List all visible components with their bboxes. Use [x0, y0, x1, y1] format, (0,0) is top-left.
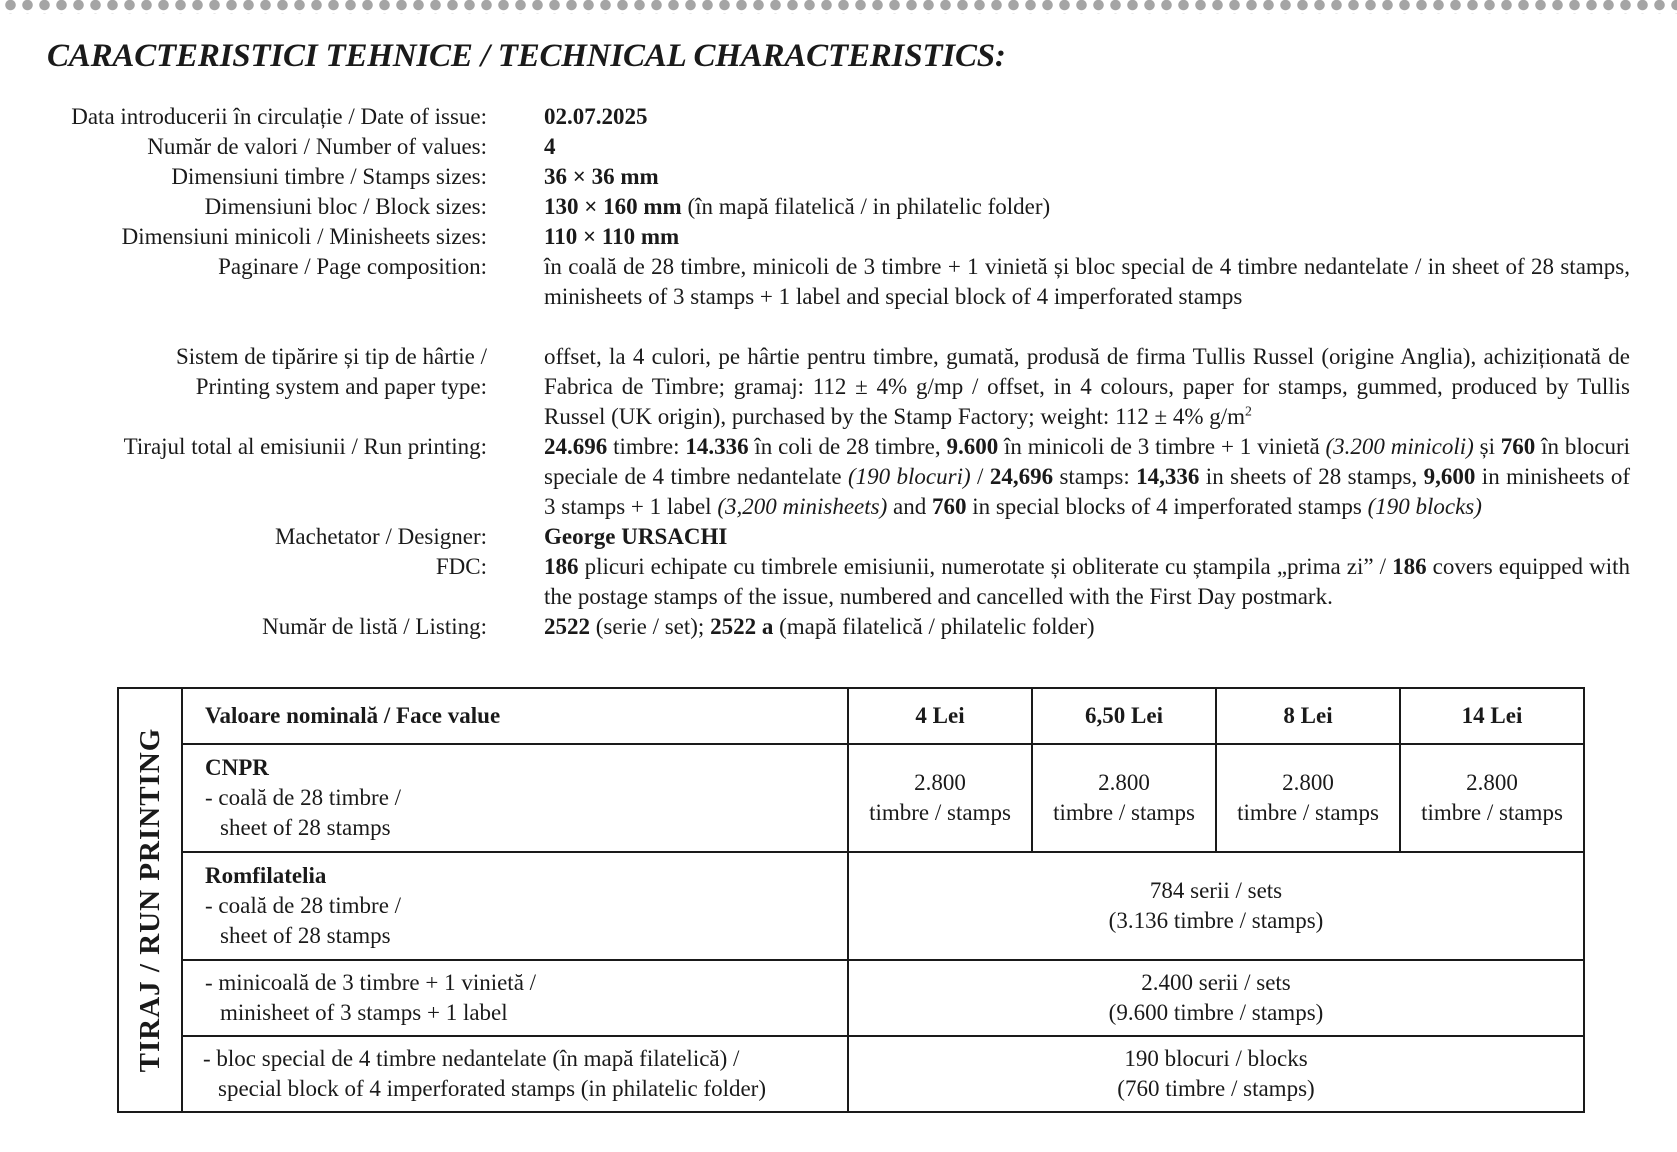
run-note: (3,200 minisheets) — [717, 494, 888, 519]
spec-value: George URSACHI — [544, 524, 728, 549]
listing-set: 2522 — [544, 614, 590, 639]
cell-number: 2.800 — [1466, 770, 1518, 795]
spec-value — [544, 432, 1630, 522]
cell-unit: timbre / stamps — [869, 800, 1011, 825]
value-cell — [1032, 744, 1216, 852]
spec-label: Dimensiuni minicoli / Minisheets sizes: — [121, 224, 487, 249]
spec-label — [0, 342, 487, 432]
side-title-cell — [118, 688, 182, 1112]
run-text: in minisheets of 3 stamps + 1 label — [544, 464, 1631, 519]
spec-value — [544, 612, 1630, 642]
table-row-cnpr — [118, 744, 1584, 852]
row-line: sheet of 28 stamps — [220, 815, 391, 840]
cell-number: 2.800 — [914, 770, 966, 795]
cell-line: 190 blocuri / blocks — [1124, 1046, 1308, 1071]
spec-row-page — [0, 252, 1677, 312]
spec-value: 36 × 36 mm — [544, 164, 659, 189]
run-blocks-ro: 760 — [1500, 434, 1536, 459]
header-face-value: Valoare nominală / Face value — [182, 688, 848, 744]
superscript: 2 — [1245, 403, 1252, 419]
spec-value — [544, 552, 1630, 612]
run-note: (3.200 minicoli) — [1325, 434, 1474, 459]
row-description — [182, 1036, 848, 1112]
row-line: - coală de 28 timbre / — [205, 785, 402, 810]
run-blocks-en: 760 — [931, 494, 967, 519]
table-row-block — [118, 1036, 1584, 1112]
run-note: (190 blocks) — [1367, 494, 1482, 519]
spec-row-printing — [0, 342, 1677, 432]
cell-number: 2.800 — [1098, 770, 1150, 795]
run-text: și — [1473, 434, 1501, 459]
header-value-4: 14 Lei — [1400, 688, 1584, 744]
cell-line: (9.600 timbre / stamps) — [1108, 1000, 1324, 1025]
row-title: Romfilatelia — [205, 863, 327, 888]
listing-text: (mapă filatelică / philatelic folder) — [773, 614, 1095, 639]
run-total-ro: 24.696 — [544, 434, 608, 459]
cell-line: (3.136 timbre / stamps) — [1108, 908, 1324, 933]
page-title: CARACTERISTICI TEHNICE / TECHNICAL CHARACTERISTICS: — [47, 38, 1006, 74]
header-value-1: 4 Lei — [848, 688, 1032, 744]
run-text: in special blocks of 4 imperforated stamps — [966, 494, 1368, 519]
value-cell — [848, 744, 1032, 852]
table-row-minisheet — [118, 960, 1584, 1036]
cell-line: (760 timbre / stamps) — [1117, 1076, 1315, 1101]
fdc-text: plicuri echipate cu timbrele emisiunii, numerotate și obliterate cu ștampila „prima zi” / — [578, 554, 1393, 579]
spec-value: 110 × 110 mm — [544, 224, 680, 249]
header-value-3: 8 Lei — [1216, 688, 1400, 744]
spec-row-date — [0, 102, 1677, 132]
value-cell — [1216, 744, 1400, 852]
printing-value: offset, la 4 culori, pe hârtie pentru timbre, gumată, produsă de firma Tullis Russel (origine Anglia), achiziționată de Fabrica de Timbre; gramaj: 112 ± 4% g/mp / offset, in 4 colours, paper for stamps, gummed, produced by Tullis Russel (UK origin), purchased by the Stamp Factory; weight: 112 ± 4% g/m — [544, 344, 1630, 429]
run-text: in sheets of 28 stamps, — [1199, 464, 1424, 489]
cell-number: 2.800 — [1282, 770, 1334, 795]
fdc-count-ro: 186 — [544, 554, 579, 579]
spec-value: 02.07.2025 — [544, 104, 648, 129]
row-description — [182, 852, 848, 960]
cell-line: 2.400 serii / sets — [1141, 970, 1291, 995]
run-printing-table — [117, 687, 1585, 1113]
run-sheets-en: 14,336 — [1136, 464, 1200, 489]
row-line: minisheet of 3 stamps + 1 label — [220, 1000, 508, 1025]
run-text: stamps: — [1053, 464, 1137, 489]
spec-value: în coală de 28 timbre, minicoli de 3 timbre + 1 vinietă și bloc special de 4 timbre nedantelate / in sheet of 28 stamps, minisheets of 3 stamps + 1 label and special block of 4 imperforated stamps — [544, 254, 1630, 309]
row-description — [182, 744, 848, 852]
value-cell — [848, 1036, 1584, 1112]
spec-row-listing — [0, 612, 1677, 642]
row-title: CNPR — [205, 755, 269, 780]
spec-label: Dimensiuni timbre / Stamps sizes: — [171, 164, 487, 189]
header-value-2: 6,50 Lei — [1032, 688, 1216, 744]
spec-row-designer — [0, 522, 1677, 552]
row-description — [182, 960, 848, 1036]
spec-value — [544, 342, 1630, 432]
value-cell — [848, 960, 1584, 1036]
spec-row-fdc — [0, 552, 1677, 612]
run-minisheets-en: 9,600 — [1423, 464, 1476, 489]
row-line: sheet of 28 stamps — [220, 923, 391, 948]
cell-unit: timbre / stamps — [1053, 800, 1195, 825]
spec-label: Număr de listă / Listing: — [262, 614, 487, 639]
printing-label-1: Sistem de tipărire și tip de hârtie / — [175, 344, 487, 369]
cell-unit: timbre / stamps — [1421, 800, 1563, 825]
fdc-text: covers equipped with the postage stamps of the issue, numbered and cancelled with the First Day postmark. — [544, 554, 1630, 609]
cell-unit: timbre / stamps — [1237, 800, 1379, 825]
run-text: timbre: — [607, 434, 686, 459]
row-line: - minicoală de 3 timbre + 1 vinietă / — [205, 970, 537, 995]
spec-row-run — [0, 432, 1677, 522]
run-text: and — [887, 494, 932, 519]
spec-label: Data introducerii în circulație / Date of issue: — [71, 104, 487, 129]
run-text: în coli de 28 timbre, — [748, 434, 947, 459]
cell-line: 784 serii / sets — [1149, 878, 1283, 903]
run-total-en: 24,696 — [989, 464, 1054, 489]
run-minisheets-ro: 9.600 — [946, 434, 999, 459]
run-text: în blocuri speciale de 4 timbre nedantelate — [544, 434, 1630, 489]
spec-value: 4 — [544, 134, 556, 159]
value-cell — [1400, 744, 1584, 852]
spec-label: Număr de valori / Number of values: — [147, 134, 487, 159]
run-sheets-ro: 14.336 — [685, 434, 749, 459]
row-line: - bloc special de 4 timbre nedantelate (în mapă filatelică) / — [203, 1046, 740, 1071]
fdc-count-en: 186 — [1392, 554, 1427, 579]
table-header-row — [118, 688, 1584, 744]
dotted-border — [0, 0, 1677, 14]
spec-row-count — [0, 132, 1677, 162]
run-text: / — [970, 464, 990, 489]
spec-row-stamp-size — [0, 162, 1677, 192]
spec-label: Tirajul total al emisiunii / Run printing: — [123, 434, 487, 459]
technical-specs — [0, 102, 1677, 642]
run-text: în minicoli de 3 timbre + 1 vinietă — [998, 434, 1326, 459]
spec-value — [544, 192, 1630, 222]
block-size-note: (în mapă filatelică / in philatelic folder) — [681, 194, 1051, 219]
spec-label: Dimensiuni bloc / Block sizes: — [204, 194, 487, 219]
row-line: - coală de 28 timbre / — [205, 893, 402, 918]
run-note: (190 blocuri) — [847, 464, 971, 489]
spec-row-block-size — [0, 192, 1677, 222]
side-title: TIRAJ / RUN PRINTING — [134, 727, 166, 1073]
spec-label: Paginare / Page composition: — [218, 254, 487, 279]
printing-label-2: Printing system and paper type: — [195, 374, 487, 399]
row-line: special block of 4 imperforated stamps (in philatelic folder) — [218, 1076, 766, 1101]
listing-text: (serie / set); — [590, 614, 711, 639]
listing-folder: 2522 a — [710, 614, 774, 639]
spec-row-minisheet-size — [0, 222, 1677, 252]
value-cell — [848, 852, 1584, 960]
block-size-value: 130 × 160 mm — [544, 194, 682, 219]
spec-label: Machetator / Designer: — [274, 524, 487, 549]
spec-label: FDC: — [435, 554, 487, 579]
table-row-romfilatelia — [118, 852, 1584, 960]
